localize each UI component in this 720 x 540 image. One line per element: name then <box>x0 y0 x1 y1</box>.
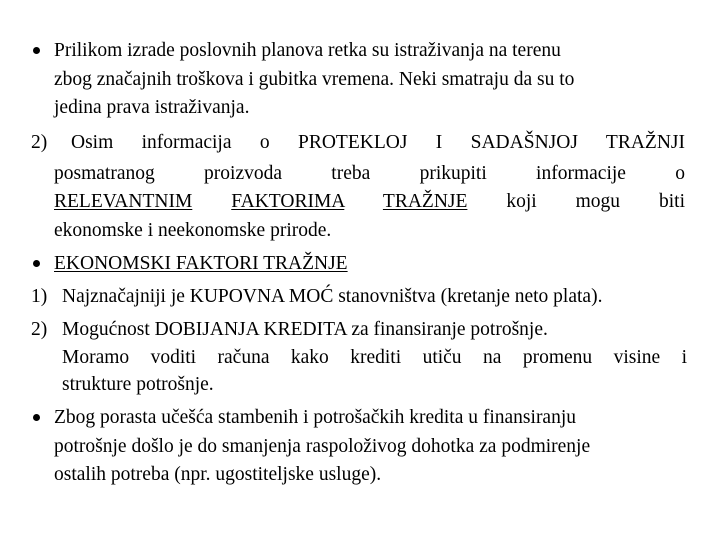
underlined-term: RELEVANTNIM <box>54 191 193 212</box>
section-heading: EKONOMSKI FAKTORI TRAŽNJE <box>54 253 348 274</box>
paragraph-line: Prilikom izrade poslovnih planova retka su istraživanja na terenu <box>54 40 561 61</box>
list-number: 1) <box>31 286 48 307</box>
list-number: 2) <box>31 319 48 340</box>
paragraph-line: Zbog porasta učešća stambenih i potrošačkih kredita u finansiranju <box>54 407 577 428</box>
paragraph-line: strukture potrošnje. <box>62 374 214 395</box>
paragraph-line: ostalih potreba (npr. ugostiteljske usluge). <box>54 464 382 485</box>
paragraph-line: zbog značajnih troškova i gubitka vremena. Neki smatraju da su to <box>54 69 575 90</box>
paragraph-line: Osim informacija o PROTEKLOJ I SADAŠNJOJ TRAŽNJI <box>71 132 685 153</box>
plain-text: mogu <box>575 191 621 212</box>
paragraph-line: Moramo voditi računa kako krediti utiču na promenu visine i <box>62 347 687 368</box>
list-number: 2) <box>31 132 48 153</box>
bullet-icon <box>33 47 40 54</box>
plain-text: biti <box>658 191 685 212</box>
plain-text: koji <box>506 191 537 212</box>
paragraph-line <box>54 190 685 214</box>
paragraph-line: potrošnje došlo je do smanjenja raspoloživog dohotka za podmirenje <box>54 436 591 457</box>
paragraph-line: Mogućnost DOBIJANJA KREDITA za finansiranje potrošnje. <box>62 319 548 340</box>
paragraph-line: posmatranog proizvoda treba prikupiti informacije o <box>54 163 685 184</box>
underlined-term: FAKTORIMA <box>231 191 345 212</box>
underlined-term: TRAŽNJE <box>382 191 468 212</box>
bullet-icon <box>33 260 40 267</box>
paragraph-line: ekonomske i neekonomske prirode. <box>54 220 332 241</box>
paragraph-line: Najznačajniji je KUPOVNA MOĆ stanovništva (kretanje neto plata). <box>62 286 603 307</box>
paragraph-line: jedina prava istraživanja. <box>54 97 250 118</box>
bullet-icon <box>33 414 40 421</box>
